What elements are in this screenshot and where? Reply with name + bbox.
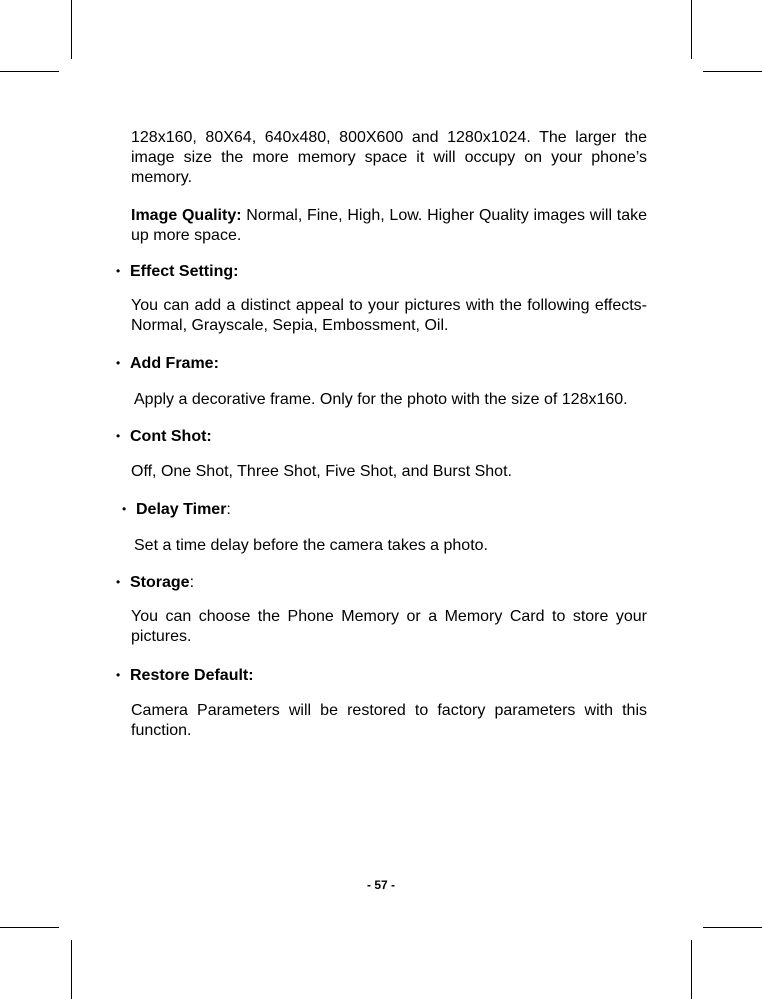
cont-shot-heading	[116, 426, 212, 447]
restore-default-title: Restore Default:	[130, 667, 254, 684]
delay-timer-title: Delay Timer	[136, 501, 227, 518]
add-frame-heading	[116, 353, 219, 374]
restore-default-heading	[116, 665, 254, 686]
bullet-icon: •	[116, 356, 121, 370]
bullet-icon: •	[116, 575, 121, 589]
delay-timer-suffix: :	[226, 501, 231, 518]
bullet-icon: •	[116, 668, 121, 682]
delay-timer-heading	[122, 499, 231, 520]
add-frame-title: Add Frame:	[130, 355, 219, 372]
bullet-icon: •	[116, 264, 121, 278]
restore-default-paragraph: Camera Parameters will be restored to factory parameters with this function.	[131, 702, 647, 739]
image-quality-label: Image Quality:	[131, 207, 242, 224]
effect-setting-heading	[116, 261, 238, 282]
effect-setting-paragraph: You can add a distinct appeal to your pictures with the following effects- Normal, Grayscale, Sepia, Embossment, Oil.	[131, 297, 647, 334]
storage-paragraph: You can choose the Phone Memory or a Memory Card to store your pictures.	[131, 608, 647, 645]
resolution-paragraph: 128x160, 80X64, 640x480, 800X600 and 1280x1024. The larger the image size the more memory space it will occupy on your phone’s memory.	[131, 129, 647, 186]
cont-shot-title: Cont Shot:	[130, 428, 212, 445]
storage-suffix: :	[189, 574, 195, 591]
image-quality-text: Normal, Fine, High, Low. Higher Quality images will take up more space.	[131, 207, 647, 244]
bullet-icon: •	[116, 429, 121, 443]
cont-shot-paragraph: Off, One Shot, Three Shot, Five Shot, and Burst Shot.	[131, 463, 512, 480]
effect-setting-title: Effect Setting:	[130, 263, 239, 280]
bullet-icon: •	[122, 502, 127, 516]
storage-title: Storage	[130, 574, 190, 591]
page-number: - 57 -	[366, 878, 395, 892]
image-quality-paragraph	[131, 206, 647, 246]
add-frame-paragraph: Apply a decorative frame. Only for the photo with the size of 128x160.	[134, 391, 628, 408]
delay-timer-paragraph: Set a time delay before the camera takes a photo.	[134, 537, 488, 554]
storage-heading	[116, 572, 194, 593]
